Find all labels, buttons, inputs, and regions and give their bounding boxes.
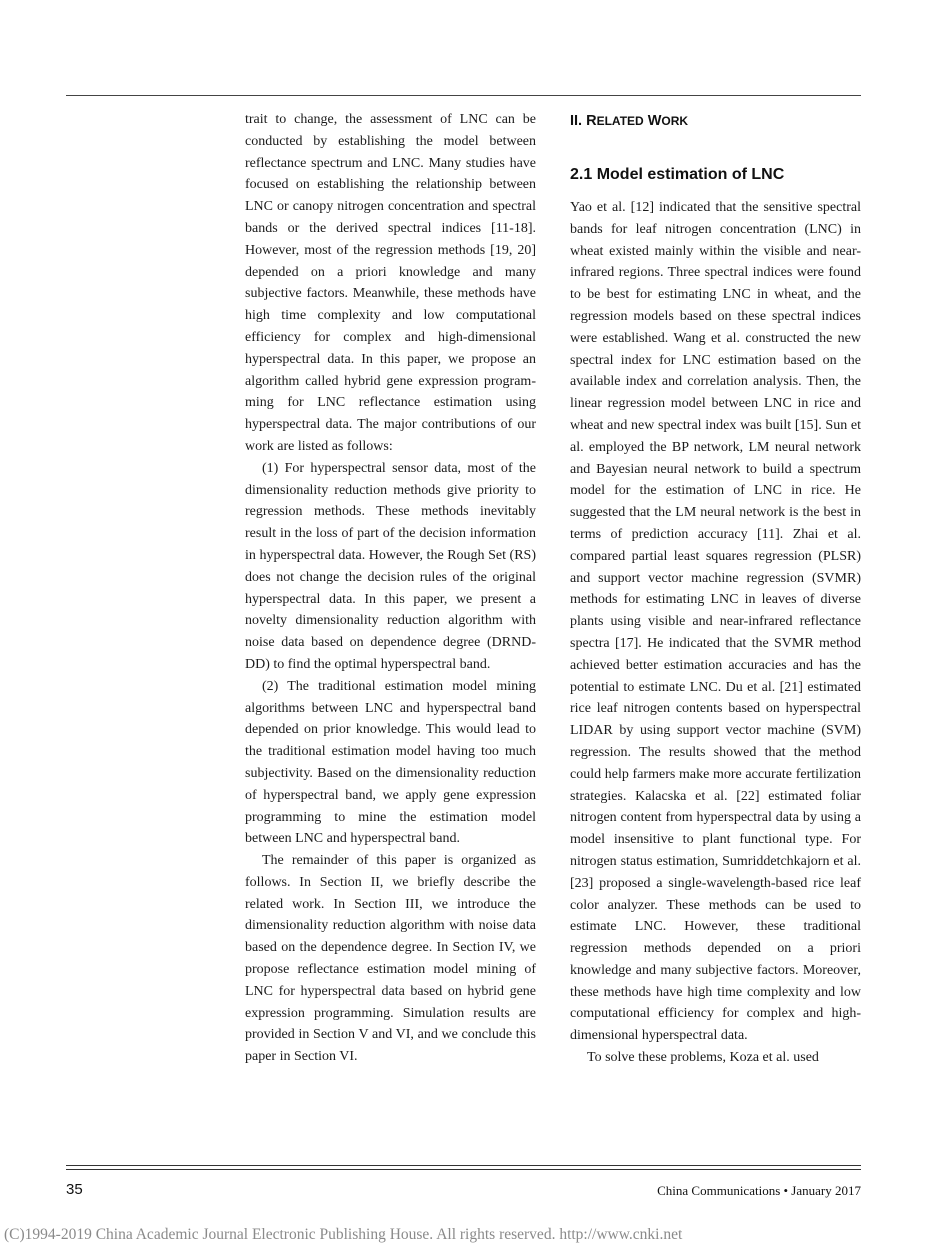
section-heading-prefix: II. R	[570, 113, 597, 129]
body-paragraph-1: trait to change, the assessment of LNC can be conducted by establishing the model between reflectance spectrum and LNC. Many studies have focused on establishing the relationship between LNC or canopy nitrogen concentration and spectral bands or the derived spectral indices [11-18]. However, most of the regression methods [19, 20] depended on a priori knowledge and many subjective factors. Meanwhile, these methods have high time complexity and low computational efficiency for complex and high-dimensional hyperspectral data. In this paper, we propose an algorithm called hybrid gene expression programming for LNC reflectance estimation using hyperspectral data. The major contributions of our work are listed as follows:	[245, 112, 536, 454]
copyright-watermark: (C)1994-2019 China Academic Journal Electronic Publishing House. All rights reserved. http://www.cnki.net	[4, 1226, 683, 1243]
contribution-paragraph-1: (1) For hyperspectral sensor data, most of the dimensionality reduction methods give priority to regression methods. These methods inevitably result in the loss of part of the decision information in hyperspectral data. However, the Rough Set (RS) does not change the decision rules of the original hyperspectral data. In this paper, we present a novelty dimensionality reduction algorithm with noise data based on dependence degree (DRNDDD) to find the optimal hyperspectral band.	[245, 460, 536, 672]
page-number: 35	[66, 1181, 83, 1198]
section-heading-word1-rest: ELATED	[596, 114, 644, 128]
right-column	[570, 109, 861, 1069]
contribution-paragraph-2: (2) The traditional estimation model mining algorithms between LNC and hyperspectral band depended on prior knowledge. This would lead to the traditional estimation model having too much subjectivity. Based on the dimensionality reduction of hyperspectral band, we apply gene expression programming to mine the estimation model between LNC and hyperspectral band.	[245, 678, 536, 847]
footer-rule-lower	[66, 1169, 861, 1170]
organization-paragraph: The remainder of this paper is organized as follows. In Section II, we briefly describe the related work. In Section III, we introduce the dimensionality reduction algorithm with noise data based on the dependence degree. In Section IV, we propose reflectance estimation model mining of LNC for hyperspectral data based on hybrid gene expression programming. Simulation results are provided in Section V and VI, and we conclude this paper in Section VI.	[245, 853, 536, 1065]
footer-rule-upper	[66, 1165, 861, 1166]
left-column	[245, 109, 536, 1068]
related-work-paragraph-2: To solve these problems, Koza et al. used	[587, 1050, 819, 1066]
section-heading-word2-rest: ORK	[661, 114, 689, 128]
journal-issue: China Communications • January 2017	[657, 1183, 861, 1198]
section-heading-word2-first: W	[647, 113, 662, 129]
related-work-paragraph-1: Yao et al. [12] indicated that the sensitive spectral bands for leaf nitrogen concentration (LNC) in wheat existed mainly within the visible and near-infrared regions. Three spectral indices were found to be best for estimating LNC in wheat, and the regression models based on these spectral indices were established. Wang et al. constructed the new spectral index for LNC estimation based on the available index and correlation analysis. Then, the linear regression model between LNC in rice and wheat and new spectral index was built [15]. Sun et al. employed the BP network, LM neural network and Bayesian neural network to build a spectrum model for the estimation of LNC in rice. He suggested that the LM neural network is the best in terms of prediction accuracy [11]. Zhai et al. compared partial least squares regression (PLSR) and support vector machine regression (SVMR) methods for estimating LNC in leaves of diverse plants using visible and near-infrared reflectance spectra [17]. He indicated that the SVMR method achieved better estimation accuracies and has the potential to estimate LNC. Du et al. [21] estimated rice leaf nitrogen contents based on hyperspectral LIDAR by using support vector machine (SVM) regression. The results showed that the method could help farmers make more accurate fertilization strategies. Kalacska et al. [22] estimated foliar nitrogen content from hyperspectral data by using a model insensitive to plant functional type. For nitrogen status estimation, Sumriddetchkajorn et al. [23] proposed a single-wavelength-based rice leaf color analyzer. These methods can be used to estimate LNC. However, these traditional regression methods depended on a priori knowledge and many subjective factors. Moreover, these methods have high time complexity and low computational efficiency for complex and high-dimensional hyperspectral data.	[570, 200, 861, 1044]
subsection-heading: 2.1 Model estimation of LNC	[570, 166, 785, 183]
section-heading-related-work	[570, 109, 861, 133]
header-rule	[66, 95, 861, 96]
